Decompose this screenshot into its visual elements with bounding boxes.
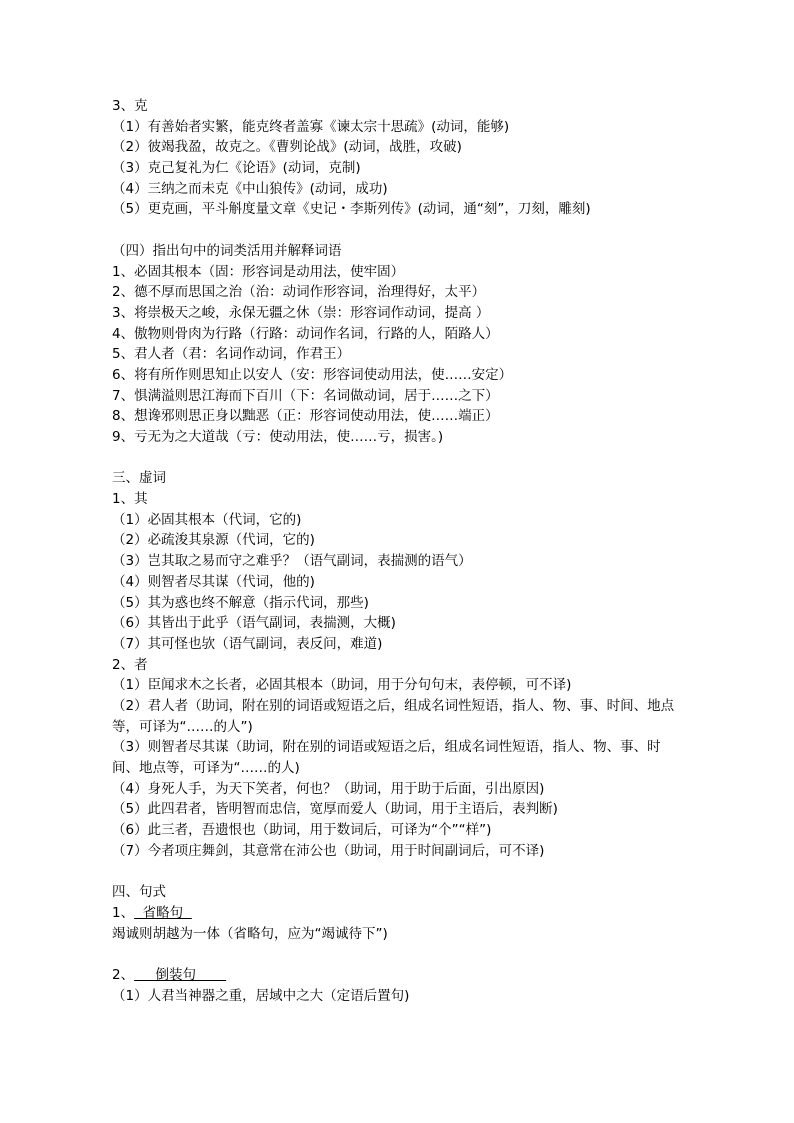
word-class-item-3: 3、将崇极天之峻，永保无疆之休（崇：形容词作动词，提高 ） bbox=[112, 304, 490, 321]
zhe-item-5: （5）此四君者，皆明智而忠信，宽厚而爱人（助词，用于主语后，表判断) bbox=[112, 801, 558, 818]
qi-item-7: （7）其可怪也欤（语气副词，表反问，难道) bbox=[112, 635, 383, 652]
word-class-item-6: 6、将有所作则思知止以安人（安：形容词使动用法，使……安定） bbox=[112, 366, 513, 383]
zhe-item-3: （3）则智者尽其谋（助词，附在别的词语或短语之后，组成名词性短语，指人、物、事、时间、地点等，可译为“……的人) bbox=[112, 739, 661, 777]
ke-item-5: （5）更克画，平斗斛度量文章《史记・李斯列传》(动词，通“刻”，刀刻，雕刻) bbox=[112, 201, 591, 218]
qi-item-4: （4）则智者尽其谋（代词，他的) bbox=[112, 573, 315, 590]
ke-item-1: （1）有善始者实繁，能克终者盖寡《谏太宗十思疏》(动词，能够) bbox=[112, 118, 510, 135]
word-class-item-9: 9、亏无为之大道哉（亏：使动用法，使……亏，损害。) bbox=[112, 429, 444, 445]
section-title-sentence-patterns: 四、句式 bbox=[112, 884, 166, 901]
ke-item-3: （3）克己复礼为仁《论语》(动词，克制) bbox=[112, 160, 361, 177]
qi-item-3: （3）岂其取之易而守之难乎？（语气副词，表揣测的语气） bbox=[112, 553, 472, 570]
sentence-pattern-2-label: 倒装句 bbox=[134, 966, 227, 983]
zhe-item-1: （1）臣闻求木之长者，必固其根本（助词，用于分句句末，表停顿，可不译) bbox=[112, 677, 572, 694]
spacer bbox=[112, 448, 687, 469]
qi-item-5: （5）其为惑也终不解意（指示代词，那些) bbox=[112, 594, 369, 611]
zhe-item-6: （6）此三者，吾遗恨也（助词，用于数词后，可译为“个”“样”) bbox=[112, 822, 492, 839]
section-title-ke: 3、克 bbox=[112, 98, 148, 114]
qi-item-2: （2）必疏浚其泉源（代词，它的) bbox=[112, 532, 315, 549]
section-title-word-class: （四）指出句中的词类活用并解释词语 bbox=[112, 242, 342, 259]
spacer bbox=[112, 862, 687, 883]
word-class-item-7: 7、惧满溢则思江海而下百川（下：名词做动词，居于……之下） bbox=[112, 387, 499, 404]
sentence-pattern-1-number: 1、 bbox=[112, 904, 135, 921]
qi-item-6: （6）其皆出于此乎（语气副词，表揣测，大概) bbox=[112, 615, 396, 632]
zhe-item-2: （2）君人者（助词，附在别的词语或短语之后，组成名词性短语，指人、物、事、时间、地点等，可译为“……的人”) bbox=[112, 697, 675, 735]
sentence-pattern-2-number: 2、 bbox=[112, 966, 135, 983]
sentence-pattern-1-label: 省略句 bbox=[134, 904, 192, 921]
sentence-pattern-2 bbox=[112, 965, 687, 986]
spacer bbox=[112, 944, 687, 965]
document-page bbox=[112, 96, 687, 1006]
word-class-item-1: 1、必固其根本（固：形容词是动用法，使牢固） bbox=[112, 263, 405, 280]
subsection-title-qi: 1、其 bbox=[112, 491, 148, 508]
word-class-item-2: 2、德不厚而思国之治（治：动词作形容词，治理得好，太平） bbox=[112, 284, 486, 301]
ke-item-4: （4）三纳之而未克《中山狼传》(动词，成功) bbox=[112, 180, 388, 197]
section-title-function-words: 三、虚词 bbox=[112, 470, 166, 487]
sentence-pattern-1-example: 竭诚则胡越为一体（省略句，应为“竭诚待下”) bbox=[112, 925, 388, 942]
spacer bbox=[112, 220, 687, 241]
word-class-item-4: 4、傲物则骨肉为行路（行路：动词作名词，行路的人，陌路人） bbox=[112, 325, 499, 342]
sentence-pattern-1 bbox=[112, 903, 687, 924]
subsection-title-zhe: 2、者 bbox=[112, 656, 148, 673]
zhe-item-4: （4）身死人手，为天下笑者，何也？（助词，用于助于后面，引出原因) bbox=[112, 780, 545, 797]
word-class-item-8: 8、想谗邪则思正身以黜恶（正：形容词使动用法，使……端正） bbox=[112, 408, 499, 425]
qi-item-1: （1）必固其根本（代词，它的) bbox=[112, 511, 302, 528]
word-class-item-5: 5、君人者（君：名词作动词，作君王） bbox=[112, 346, 351, 363]
ke-item-2: （2）彼竭我盈，故克之。《曹刿论战》(动词，战胜，攻破) bbox=[112, 139, 462, 156]
sentence-pattern-2-example: （1）人君当神器之重，居域中之大（定语后置句) bbox=[112, 987, 410, 1004]
zhe-item-7: （7）今者项庄舞剑，其意常在沛公也（助词，用于时间副词后，可不译) bbox=[112, 842, 545, 859]
